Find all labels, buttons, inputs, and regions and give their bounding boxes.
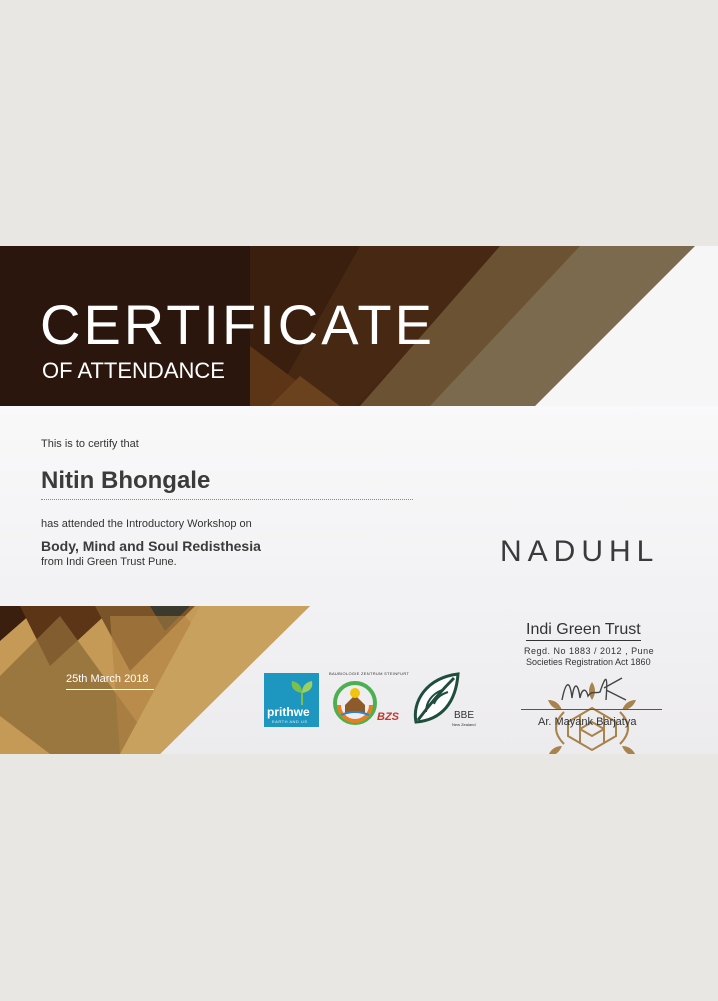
signature-icon — [556, 670, 636, 710]
bbe-letters: BBE — [454, 710, 475, 721]
bbe-logo — [412, 672, 484, 728]
bzs-logo — [329, 670, 410, 728]
bbe-subtitle: New Zealand — [452, 722, 476, 727]
attended-text: has attended the Introductory Workshop on — [41, 518, 252, 530]
signatory-name: Ar. Mayank Barjatya — [538, 716, 637, 728]
prithwe-logo — [264, 673, 319, 727]
certify-text: This is to certify that — [41, 438, 139, 450]
prithwe-tagline: EARTH AND US — [272, 719, 308, 724]
registration-act: Societies Registration Act 1860 — [526, 657, 651, 667]
prithwe-leaf-icon — [288, 679, 316, 705]
signature-line — [521, 709, 662, 710]
naduhl-logo-text: NADUHL — [500, 535, 660, 568]
registration-number: Regd. No 1883 / 2012 , Pune — [524, 646, 655, 656]
course-title: Body, Mind and Soul Redisthesia — [41, 538, 261, 554]
prithwe-name: prithwe — [267, 705, 310, 719]
from-text: from Indi Green Trust Pune. — [41, 556, 177, 568]
certificate-date: 25th March 2018 — [66, 673, 154, 690]
bzs-top-text: BAUBIOLOGIE ZENTRUM STEINFURT — [329, 671, 410, 676]
certificate-subtitle: OF ATTENDANCE — [42, 358, 225, 383]
certificate-title: CERTIFICATE — [40, 293, 435, 356]
trust-name: Indi Green Trust — [526, 621, 641, 641]
recipient-name: Nitin Bhongale — [41, 466, 413, 500]
bzs-letters: BZS — [377, 711, 399, 723]
bzs-emblem-icon — [331, 679, 379, 727]
